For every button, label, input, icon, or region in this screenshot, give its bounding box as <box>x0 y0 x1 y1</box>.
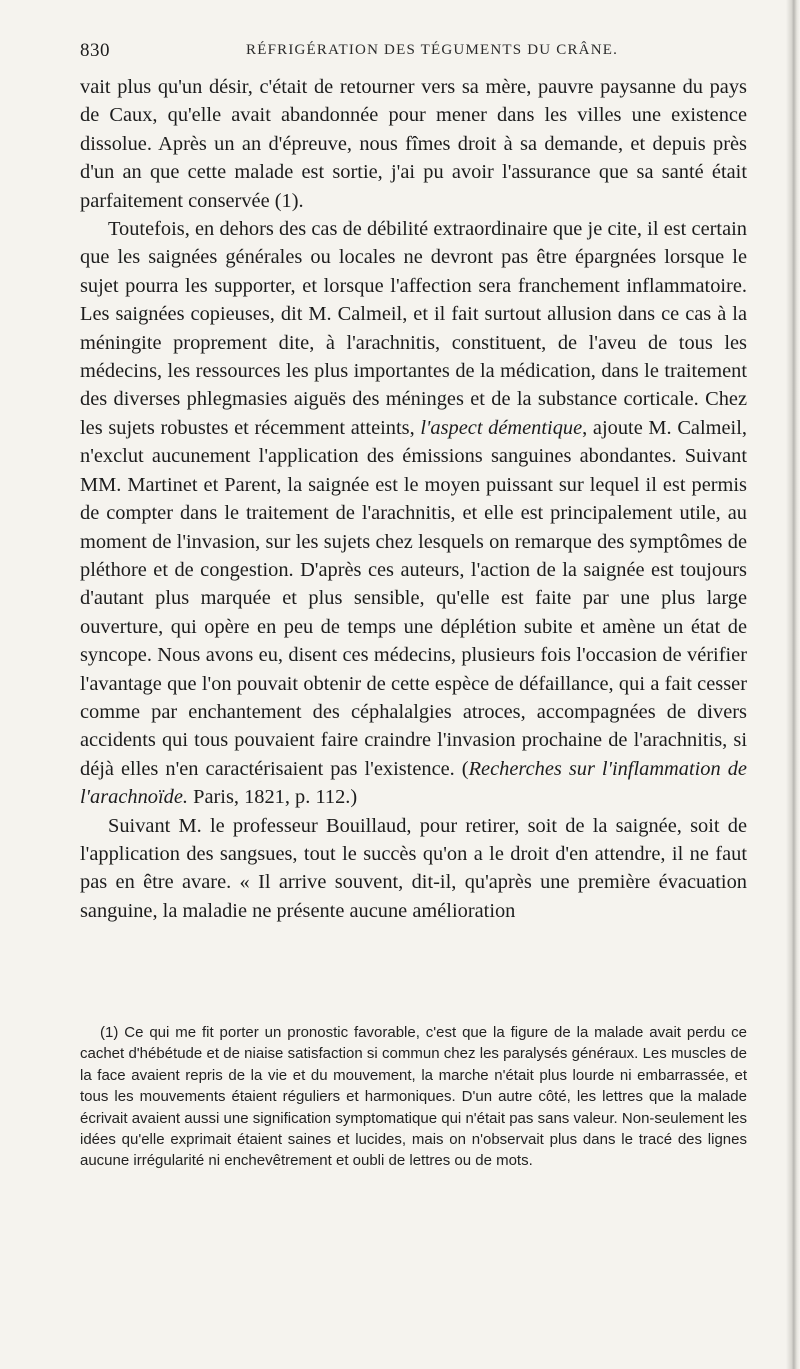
paragraph-text: Toutefois, en dehors des cas de débilité extraordinaire que je cite, il est certain que les saignées générales ou locales ne devront pas être épargnées lorsque le sujet pourra les supporter, et lorsque l'affection sera franchement inflammatoire. Les saignées copieuses, dit M. Calmeil, et il fait surtout allusion dans ce cas à la méningite proprement dite, à l'arachnitis, constituent, de l'aveu de tous les médecins, les ressources les plus importantes de la médication, dans le traitement des diverses phlegmasies aiguës des méninges et de la substance corticale. Chez les sujets robustes et récemment atteints, <box>80 218 747 439</box>
footnote-1: (1) Ce qui me fit porter un pronostic favorable, c'est que la figure de la malade avait perdu ce cachet d'hébétude et de niaise satisfaction si commun chez les paralysés généraux. Les muscles de la face avaient repris de la vie et du mouvement, la marche n'était plus lourde ni embarrassée, et tous les mouvements étaient réguliers et harmoniques. D'un autre côté, les lettres que la malade écrivait avaient aussi une signification symptomatique qui n'était pas sans valeur. Non-seulement les idées qu'elle exprimait étaient saines et lucides, mais on n'observait plus dans le tracé des lignes aucune irrégularité ni enchevêtrement et oubli de lettres ou de mots. <box>80 1024 747 1170</box>
main-text <box>80 73 747 925</box>
running-title: RÉFRIGÉRATION DES TÉGUMENTS DU CRÂNE. <box>246 42 619 58</box>
paragraph-bouillaud: Suivant M. le professeur Bouillaud, pour retirer, soit de la saignée, soit de l'application des sangsues, tout le succès qu'on a le droit d'en attendre, il ne faut pas en être avare. « Il arrive souvent, dit-il, qu'après une première évacuation sanguine, la maladie ne présente aucune amélioration <box>80 814 747 922</box>
citation-details: Paris, 1821, p. 112.) <box>188 786 358 809</box>
italic-term: l'aspect démentique <box>420 416 583 439</box>
page-edge-shadow <box>786 0 800 1369</box>
paragraph-text: , ajoute M. Calmeil, n'exclut aucunement l'application des émissions sanguines abondantes. Suivant MM. Martinet et Parent, la saignée est le moyen puissant sur lequel il est permis de compter dans le traitement de l'arachnitis, et elle est principalement utile, au moment de l'invasion, sur les sujets chez lesquels on remarque des symptômes de pléthore et de congestion. D'après ces auteurs, l'action de la saignée est toujours d'autant plus marquée et plus sensible, qu'elle est faite par une plus large ouverture, qui opère en peu de temps une déplétion subite et amène un état de syncope. Nous avons eu, disent ces médecins, plusieurs fois l'occasion de vérifier l'avantage que l'on pouvait obtenir de cette espèce de défaillance, qui a fait cesser comme par enchantement des céphalalgies atroces, accompagnées de divers accidents qui tous pouvaient faire craindre l'invasion prochaine de l'arachnitis, si déjà elles n'en caractérisaient pas l'existence. ( <box>80 416 747 780</box>
page-number: 830 <box>80 40 110 61</box>
page-header <box>80 40 746 70</box>
footnotes <box>80 1022 747 1172</box>
paragraph-continued: vait plus qu'un désir, c'était de retourner vers sa mère, pauvre paysanne du pays de Caux, qu'elle avait abandonnée pour mener dans les villes une existence dissolue. Après un an d'épreuve, nous fîmes droit à sa demande, et depuis près d'un an que cette malade est sortie, j'ai pu avoir l'assurance que sa santé était parfaitement conservée (1). <box>80 76 747 212</box>
citation-title: Recherches sur l'inflammation de l'arachnoïde. <box>80 757 747 809</box>
paragraph-saignees <box>80 215 747 812</box>
